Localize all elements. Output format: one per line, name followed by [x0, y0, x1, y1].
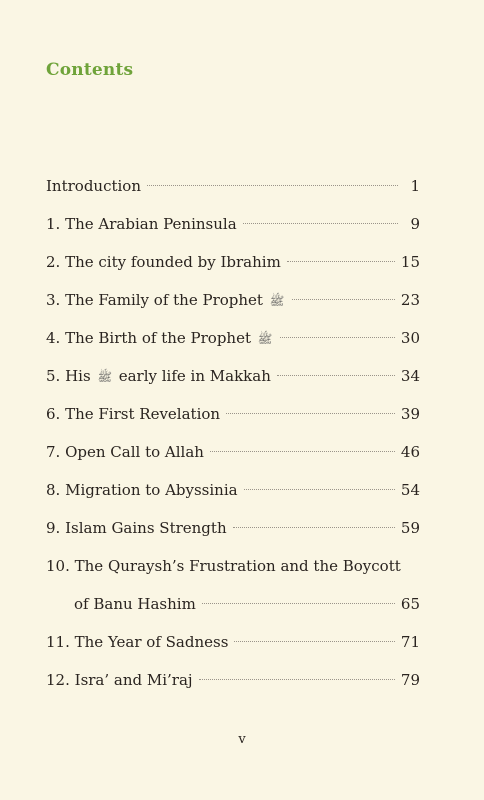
- dot-leader: [277, 375, 395, 376]
- toc-entry-12[interactable]: [46, 666, 420, 704]
- toc-entry-title: [46, 476, 244, 504]
- toc-entry-7[interactable]: [46, 438, 420, 476]
- dot-leader: [226, 413, 395, 414]
- salawat-glyph-icon: ﷺ: [257, 332, 273, 346]
- entry-title-text: Islam Gains Strength: [65, 519, 227, 537]
- toc-entry-title: [46, 400, 226, 428]
- entry-title-text: The First Revelation: [65, 405, 221, 423]
- toc-entry-2[interactable]: [46, 248, 420, 286]
- entry-title-text: The Quraysh’s Frustration and the Boycott: [74, 557, 401, 575]
- entry-number: 2.: [46, 253, 61, 271]
- toc-entry-title: [46, 552, 407, 580]
- entry-number: 10.: [46, 557, 70, 575]
- toc-entry-title: [46, 324, 280, 353]
- toc-entry-title: [46, 628, 234, 656]
- toc-entry-title: [46, 438, 210, 466]
- toc-entry-page: 46: [400, 443, 420, 461]
- toc-entry-10-line-1[interactable]: [46, 552, 420, 590]
- entry-title-text: Open Call to Allah: [65, 443, 204, 461]
- dot-leader: [199, 679, 395, 680]
- toc-entry-title: [46, 286, 292, 315]
- entry-title-text: Migration to Abyssinia: [65, 481, 238, 499]
- dot-leader: [244, 489, 395, 490]
- entry-number: 8.: [46, 481, 61, 499]
- toc-entry-page: 1: [410, 177, 420, 195]
- entry-title-text: Isra’ and Mi’raj: [74, 671, 193, 689]
- dot-leader: [243, 223, 398, 224]
- toc-entry-6[interactable]: [46, 400, 420, 438]
- entry-title-text: Introduction: [46, 177, 141, 195]
- entry-title-text: The Arabian Peninsula: [65, 215, 237, 233]
- entry-title-text: The Family of the Prophet: [65, 291, 263, 309]
- entry-number: 9.: [46, 519, 61, 537]
- toc-entry-1[interactable]: [46, 210, 420, 248]
- salawat-glyph-icon: ﷺ: [97, 370, 112, 384]
- entry-number: 7.: [46, 443, 61, 461]
- toc-entry-page: 71: [400, 633, 420, 651]
- dot-leader: [147, 185, 398, 186]
- dot-leader: [202, 603, 395, 604]
- toc-entry-9[interactable]: [46, 514, 420, 552]
- toc-entry-title-continued: of Banu Hashim: [74, 595, 196, 613]
- toc-entry-page: 23: [400, 291, 420, 309]
- dot-leader: [287, 261, 395, 262]
- toc-entry-title: [46, 210, 243, 238]
- contents-heading: Contents: [46, 60, 134, 80]
- toc-entry-page: 79: [400, 671, 420, 689]
- toc-entry-page: 9: [410, 215, 420, 233]
- entry-number: 3.: [46, 291, 61, 309]
- toc-entry-5[interactable]: [46, 362, 420, 400]
- toc-entry-page: 59: [400, 519, 420, 537]
- toc-entry-title: [46, 172, 147, 200]
- dot-leader: [234, 641, 394, 642]
- toc-entry-title: [46, 666, 199, 694]
- toc-entry-title: [46, 362, 277, 391]
- toc-entry-page: 65: [400, 595, 420, 613]
- toc-entry-11[interactable]: [46, 628, 420, 666]
- dot-leader: [210, 451, 395, 452]
- dot-leader: [292, 299, 395, 300]
- entry-title-text-before: His: [65, 367, 91, 385]
- dot-leader: [280, 337, 395, 338]
- entry-number: 4.: [46, 329, 61, 347]
- entry-title-text: The Year of Sadness: [74, 633, 229, 651]
- entry-number: 6.: [46, 405, 61, 423]
- dot-leader: [233, 527, 395, 528]
- entry-title-text: The city founded by Ibrahim: [65, 253, 281, 271]
- toc-entry-4[interactable]: [46, 324, 420, 362]
- entry-title-text-after: early life in Makkah: [118, 367, 271, 385]
- entry-number: 12.: [46, 671, 70, 689]
- toc-entry-page: 30: [400, 329, 420, 347]
- toc-entry-3[interactable]: [46, 286, 420, 324]
- entry-title-text: The Birth of the Prophet: [65, 329, 251, 347]
- toc-entry-page: 15: [400, 253, 420, 271]
- toc-entry-page: 34: [400, 367, 420, 385]
- entry-number: 1.: [46, 215, 61, 233]
- toc-entry-page: 39: [400, 405, 420, 423]
- toc-entry-10-line-2[interactable]: [46, 590, 420, 628]
- toc-entry-introduction[interactable]: [46, 172, 420, 210]
- toc-entry-title: [46, 514, 233, 542]
- table-of-contents: [46, 172, 420, 704]
- salawat-glyph-icon: ﷺ: [269, 294, 285, 308]
- page-folio: v: [238, 732, 246, 747]
- entry-number: 11.: [46, 633, 70, 651]
- entry-number: 5.: [46, 367, 61, 385]
- toc-entry-8[interactable]: [46, 476, 420, 514]
- toc-entry-page: 54: [400, 481, 420, 499]
- toc-entry-title: [46, 248, 287, 276]
